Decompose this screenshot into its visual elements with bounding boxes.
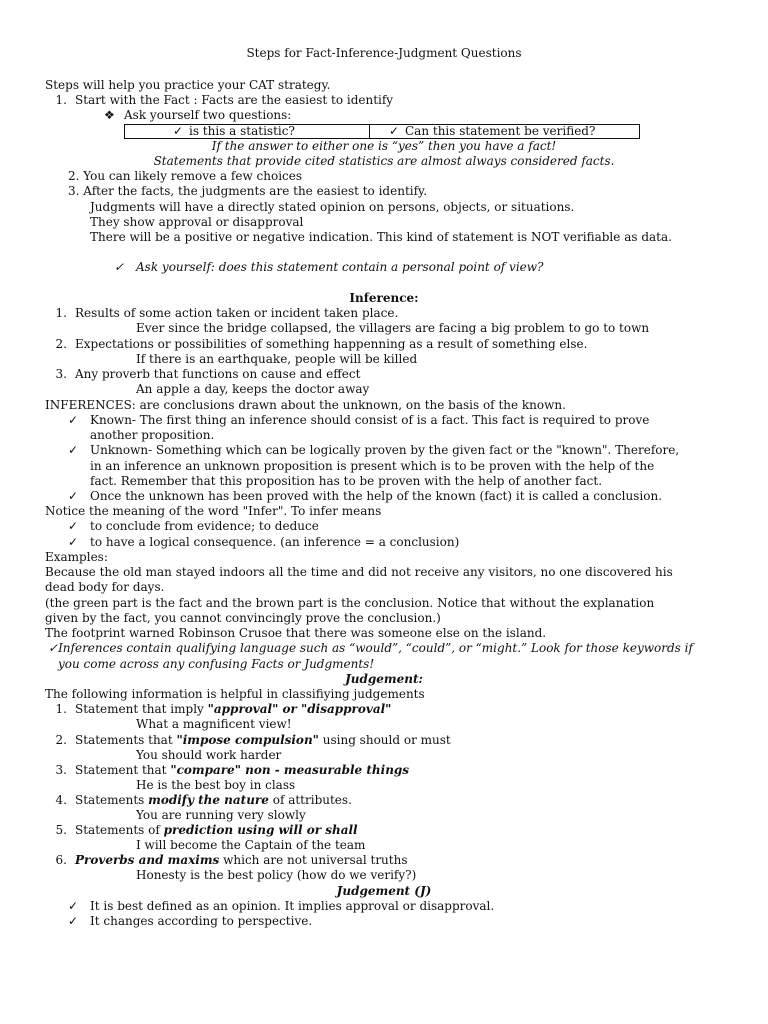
judgement-j-text: It is best defined as an opinion. It implies approval or disapproval. — [90, 899, 495, 913]
unknown-line-3: fact. Remember that this proposition has to be proven with the help of another fact. — [90, 474, 603, 488]
check-icon: ✓ — [68, 519, 79, 533]
judgment-desc-1: Judgments will have a directly stated opinion on persons, objects, or situations. — [90, 200, 575, 214]
check-icon: ✓ — [68, 914, 79, 928]
step-1-number: 1. — [55, 93, 67, 107]
judgement-example-1: What a magnificent view! — [136, 717, 292, 731]
judgment-desc-3: There will be a positive or negative indication. This kind of statement is NOT verifiable as data. — [90, 230, 672, 244]
intro-text: Steps will help you practice your CAT strategy. — [45, 78, 331, 92]
check-icon: ✓ — [173, 124, 184, 138]
infer-meaning-text: to conclude from evidence; to deduce — [90, 519, 319, 533]
judgement-item-text: Statements — [75, 793, 149, 807]
notice-infer: Notice the meaning of the word "Infer". To infer means — [45, 504, 382, 518]
judgement-item-4 — [45, 793, 352, 808]
inference-heading: Inference: — [349, 291, 419, 305]
judgement-item-number: 3. — [55, 763, 67, 777]
check-icon: ✓ — [389, 124, 400, 138]
qualifying-line-1 — [48, 641, 693, 656]
infer-meaning-1 — [68, 519, 319, 534]
inference-example-1: Ever since the bridge collapsed, the villagers are facing a big problem to go to town — [136, 321, 650, 335]
judgement-example-4: You are running very slowly — [136, 808, 306, 822]
judgement-item-text: using should or must — [318, 733, 451, 747]
judgement-item-text: of attributes. — [268, 793, 352, 807]
infer-meaning-2 — [68, 535, 459, 550]
example-line-3: (the green part is the fact and the brown part is the conclusion. Notice that without the explanation — [45, 596, 655, 610]
check-icon: ✓ — [48, 641, 59, 655]
judgement-example-2: You should work harder — [136, 748, 282, 762]
judgement-item-number: 6. — [55, 853, 67, 867]
inference-item-text: Results of some action taken or incident taken place. — [75, 306, 399, 320]
table-question-2: Can this statement be verified? — [405, 124, 596, 138]
check-icon: ✓ — [68, 443, 79, 457]
example-line-1: Because the old man stayed indoors all the time and did not receive any visitors, no one discovered his — [45, 565, 673, 579]
inference-item-number: 3. — [55, 367, 67, 381]
judgement-item-number: 4. — [55, 793, 67, 807]
judgement-item-text: Statements that — [75, 733, 177, 747]
inference-example-2: If there is an earthquake, people will be killed — [136, 352, 418, 366]
judgement-item-emphasis: prediction using will or shall — [163, 823, 358, 837]
examples-label: Examples: — [45, 550, 108, 564]
inference-item-text: Any proverb that functions on cause and effect — [75, 367, 361, 381]
judgement-j-item-2 — [68, 914, 312, 929]
ask-personal-view — [114, 260, 543, 275]
unknown-line-1 — [68, 443, 679, 458]
fact-note-2: Statements that provide cited statistics are almost always considered facts. — [153, 154, 615, 168]
document-title: Steps for Fact-Inference-Judgment Questions — [246, 46, 522, 60]
inference-example-3: An apple a day, keeps the doctor away — [136, 382, 370, 396]
diamond-bullet-icon: ❖ — [104, 108, 115, 122]
judgement-item-1 — [45, 702, 391, 717]
judgement-item-2 — [45, 733, 451, 748]
judgement-item-number: 1. — [55, 702, 67, 716]
ask-two-questions-text: Ask yourself two questions: — [124, 108, 292, 122]
table-cell-verified — [389, 125, 595, 138]
known-text: Known- The first thing an inference should consist of is a fact. This fact is required to prove — [90, 413, 650, 427]
inference-item-2 — [45, 337, 587, 352]
inference-item-number: 2. — [55, 337, 67, 351]
judgement-item-emphasis: modify the nature — [148, 793, 269, 807]
qualifying-text: Inferences contain qualifying language such as “would”, “could”, or “might.” Look for those keywords if — [58, 641, 693, 655]
table-question-1: is this a statistic? — [189, 124, 295, 138]
judgement-item-emphasis: "impose compulsion" — [176, 733, 319, 747]
step-1-text: Start with the Fact : Facts are the easiest to identify — [75, 93, 394, 107]
inference-item-3 — [45, 367, 360, 382]
once-line — [68, 489, 662, 504]
judgement-example-5: I will become the Captain of the team — [136, 838, 366, 852]
fact-note-1: If the answer to either one is “yes” then you have a fact! — [211, 139, 557, 153]
inference-item-text: Expectations or possibilities of something happenning as a result of something else. — [75, 337, 588, 351]
ask-two-questions — [104, 108, 291, 123]
known-line-2: another proposition. — [90, 428, 215, 442]
inference-item-1 — [45, 306, 398, 321]
judgement-item-number: 5. — [55, 823, 67, 837]
step-2: 2. You can likely remove a few choices — [68, 169, 303, 183]
judgement-item-text: Statement that — [75, 763, 171, 777]
judgement-example-3: He is the best boy in class — [136, 778, 296, 792]
judgement-intro: The following information is helpful in classifiying judgements — [45, 687, 425, 701]
questions-table — [124, 124, 640, 139]
example-line-2: dead body for days. — [45, 580, 165, 594]
check-icon: ✓ — [68, 413, 79, 427]
check-icon: ✓ — [68, 899, 79, 913]
unknown-text: Unknown- Something which can be logically proven by the given fact or the "known". Therefore, — [90, 443, 680, 457]
qualifying-line-2: you come across any confusing Facts or Judgments! — [58, 657, 375, 671]
example-line-5: The footprint warned Robinson Crusoe that there was someone else on the island. — [45, 626, 547, 640]
inferences-definition: INFERENCES: are conclusions drawn about the unknown, on the basis of the known. — [45, 398, 566, 412]
judgement-item-text: which are not universal truths — [219, 853, 408, 867]
inference-item-number: 1. — [55, 306, 67, 320]
check-icon: ✓ — [68, 535, 79, 549]
judgement-item-6 — [45, 853, 408, 868]
judgement-item-text: Statements of — [75, 823, 164, 837]
example-line-4: given by the fact, you cannot convincingly prove the conclusion.) — [45, 611, 441, 625]
judgement-j-text: It changes according to perspective. — [90, 914, 313, 928]
judgement-item-emphasis: "approval" or "disapproval" — [207, 702, 392, 716]
judgement-item-emphasis: "compare" non - measurable things — [170, 763, 410, 777]
judgement-item-5 — [45, 823, 358, 838]
judgement-j-item-1 — [68, 899, 494, 914]
judgement-item-number: 2. — [55, 733, 67, 747]
judgement-item-3 — [45, 763, 409, 778]
table-cell-statistic — [173, 125, 295, 138]
unknown-line-2: in an inference an unknown proposition is present which is to be proven with the help of the — [90, 459, 655, 473]
judgement-item-text: Statement that imply — [75, 702, 208, 716]
judgement-j-heading: Judgement (J) — [336, 884, 432, 898]
judgement-item-emphasis: Proverbs and maxims — [75, 853, 220, 867]
step-1 — [45, 93, 393, 108]
once-text: Once the unknown has been proved with the help of the known (fact) it is called a conclusion. — [90, 489, 663, 503]
infer-meaning-text: to have a logical consequence. (an inference = a conclusion) — [90, 535, 460, 549]
step-3: 3. After the facts, the judgments are the easiest to identify. — [68, 184, 428, 198]
known-line-1 — [68, 413, 649, 428]
judgment-desc-2: They show approval or disapproval — [90, 215, 304, 229]
ask-personal-view-text: Ask yourself: does this statement contain a personal point of view? — [136, 260, 544, 274]
judgement-example-6: Honesty is the best policy (how do we verify?) — [136, 868, 417, 882]
check-icon: ✓ — [68, 489, 79, 503]
check-icon: ✓ — [114, 260, 125, 274]
judgement-heading: Judgement: — [345, 672, 423, 686]
table-divider — [369, 125, 370, 138]
